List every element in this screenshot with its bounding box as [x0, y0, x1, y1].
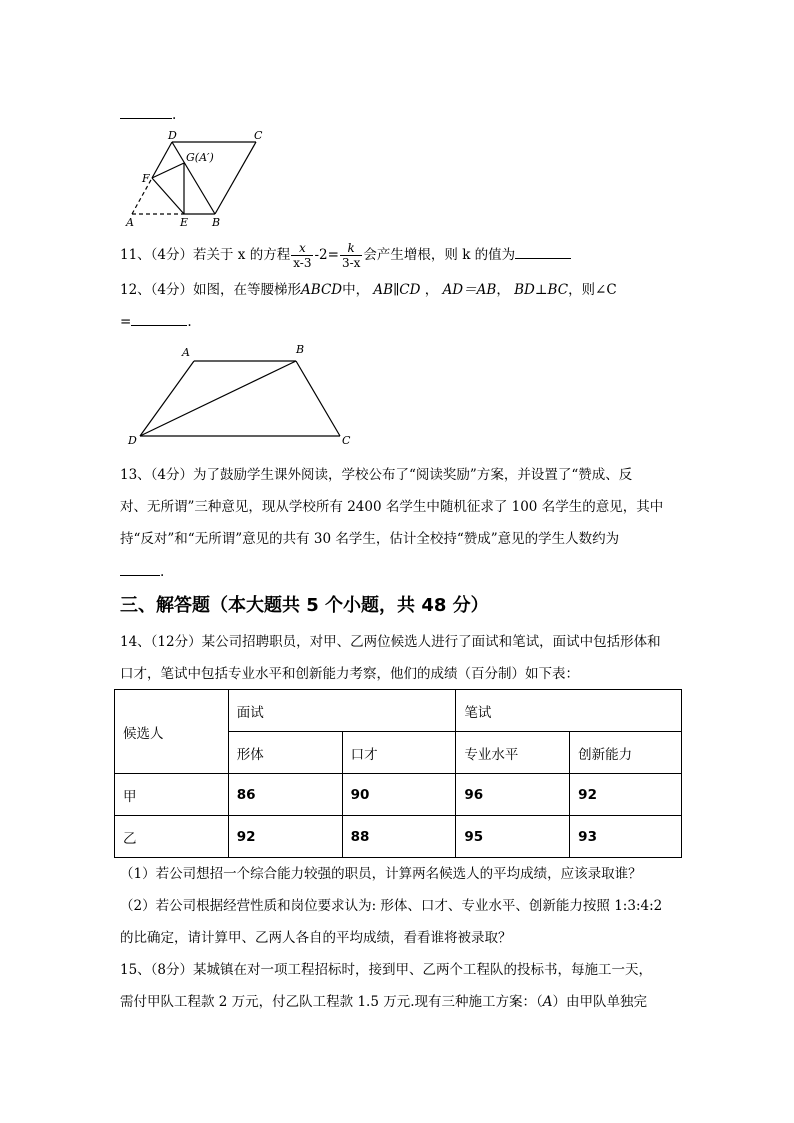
header-interview: 面试: [228, 690, 456, 732]
label-D: D: [168, 129, 177, 142]
question-12: [120, 280, 617, 300]
q12-period: .: [187, 314, 192, 330]
question-15-line2: [120, 992, 647, 1012]
q12-end: ，则∠C: [568, 282, 617, 298]
q12-answer-blank: [131, 311, 187, 326]
score-cell: 95: [456, 816, 570, 858]
header-written: 笔试: [456, 690, 682, 732]
q11-prefix: 11、（4分）若关于 x 的方程: [120, 247, 291, 263]
q11-suffix: 会产生增根，则 k 的值为: [363, 247, 516, 263]
figure-isosceles-trapezoid: [124, 340, 356, 452]
q12-trapezoid-name: ABCD: [301, 282, 343, 298]
question-11: [120, 240, 571, 270]
label-G: G(A′): [186, 151, 214, 164]
subheader-eloquence: 口才: [342, 732, 456, 774]
edge-DA: [140, 361, 194, 436]
question-13-line1: 13、（4分）为了鼓励学生课外阅读，学校公布了“阅读奖励”方案，并设置了“赞成、反: [120, 467, 633, 483]
subheader-appearance: 形体: [228, 732, 342, 774]
question-13-line3: 持“反对”和“无所谓”意见的共有 30 名学生，估计全校持“赞成”意见的学生人数约为: [120, 531, 620, 547]
q15-line2-prefix: 需付甲队工程款 2 万元，付乙队工程款 1.5 万元.现有三种施工方案：（: [120, 994, 543, 1010]
q11-frac1-denominator: x-3: [293, 256, 312, 270]
q12-condition-perpendicular: BD⊥BC: [514, 282, 569, 298]
label-E: E: [180, 216, 189, 229]
question-13-line4: [120, 561, 164, 582]
figure-parallelogram-fold: [120, 128, 270, 232]
label-C: C: [254, 129, 263, 142]
question-14-line2: 口才，笔试中包括专业水平和创新能力考察，他们的成绩（百分制）如下表：: [120, 666, 579, 682]
header-candidate: 候选人: [115, 690, 229, 774]
score-cell: 90: [342, 774, 456, 816]
q12-mid: 中，: [342, 282, 370, 298]
q12-separator-2: ，: [496, 282, 510, 298]
q11-fraction-2: [340, 241, 362, 270]
q13-answer-blank: [120, 561, 160, 576]
question-14-part2-line2: 的比确定，请计算甲、乙两人各自的平均成绩，看看谁将被录取？: [120, 930, 512, 946]
q11-frac2-numerator: k: [340, 241, 362, 256]
q12-condition-equal: AD＝AB: [442, 282, 497, 298]
label-C: C: [342, 434, 351, 447]
question-15-line1: 15、（8分）某城镇在对一项工程招标时，接到甲、乙两个工程队的投标书，每施工一天，: [120, 962, 653, 978]
label-F: F: [142, 172, 150, 185]
table-row: [115, 774, 682, 816]
q13-period: .: [160, 564, 165, 580]
label-A: A: [126, 216, 134, 229]
label-A: A: [182, 346, 190, 359]
answer-blank: [120, 104, 172, 119]
q11-frac1-numerator: x: [291, 241, 313, 256]
q12-condition-parallel: AB∥CD: [373, 282, 421, 298]
question-13-line2: 对、无所谓”三种意见，现从学校所有 2400 名学生中随机征求了 100 名学生的意见，其中: [120, 499, 664, 515]
subheader-creativity: 创新能力: [570, 732, 682, 774]
diagonal-DB: [140, 361, 296, 436]
q11-minus-two: -2=: [314, 247, 339, 263]
label-B: B: [296, 343, 305, 356]
label-D: D: [128, 434, 137, 447]
label-B: B: [212, 216, 221, 229]
score-cell: 92: [228, 816, 342, 858]
subheader-professional: 专业水平: [456, 732, 570, 774]
edge-DF: [152, 142, 172, 178]
score-cell: 96: [456, 774, 570, 816]
score-cell: 88: [342, 816, 456, 858]
question-14-line1: 14、（12分）某公司招聘职员，对甲、乙两位候选人进行了面试和笔试，面试中包括形体和: [120, 634, 661, 650]
q12-equals: =: [120, 314, 132, 330]
score-cell: 92: [570, 774, 682, 816]
score-cell: 86: [228, 774, 342, 816]
question-12-line2: [120, 311, 192, 332]
q12-prefix: 12、（4分）如图，在等腰梯形: [120, 282, 302, 298]
previous-answer-blank-line: [120, 104, 176, 125]
q11-frac2-denominator: 3-x: [341, 256, 361, 270]
q12-separator-1: ，: [424, 282, 439, 298]
q11-answer-blank: [515, 244, 571, 259]
score-cell: 93: [570, 816, 682, 858]
table-header-row: [115, 690, 682, 732]
candidate-name: 甲: [115, 774, 229, 816]
question-14-part1: （1）若公司想招一个综合能力较强的职员，计算两名候选人的平均成绩，应该录取谁？: [120, 866, 642, 882]
score-table: [114, 689, 682, 858]
question-14-part2-line1: （2）若公司根据经营性质和岗位要求认为: 形体、口才、专业水平、创新能力按照 1:3:4:2: [120, 898, 663, 914]
table-row: [115, 816, 682, 858]
edge-FE: [152, 178, 184, 214]
section-3-title: 三、解答题（本大题共 5 个小题，共 48 分）: [120, 595, 489, 616]
q11-fraction-1: [291, 241, 313, 270]
q15-plan-A-label: A: [542, 994, 553, 1010]
blank-period: .: [172, 107, 177, 123]
edge-BC: [296, 361, 340, 436]
edge-CB: [215, 142, 256, 214]
q15-line2-suffix: ）由甲队单独完: [552, 994, 648, 1010]
candidate-name: 乙: [115, 816, 229, 858]
